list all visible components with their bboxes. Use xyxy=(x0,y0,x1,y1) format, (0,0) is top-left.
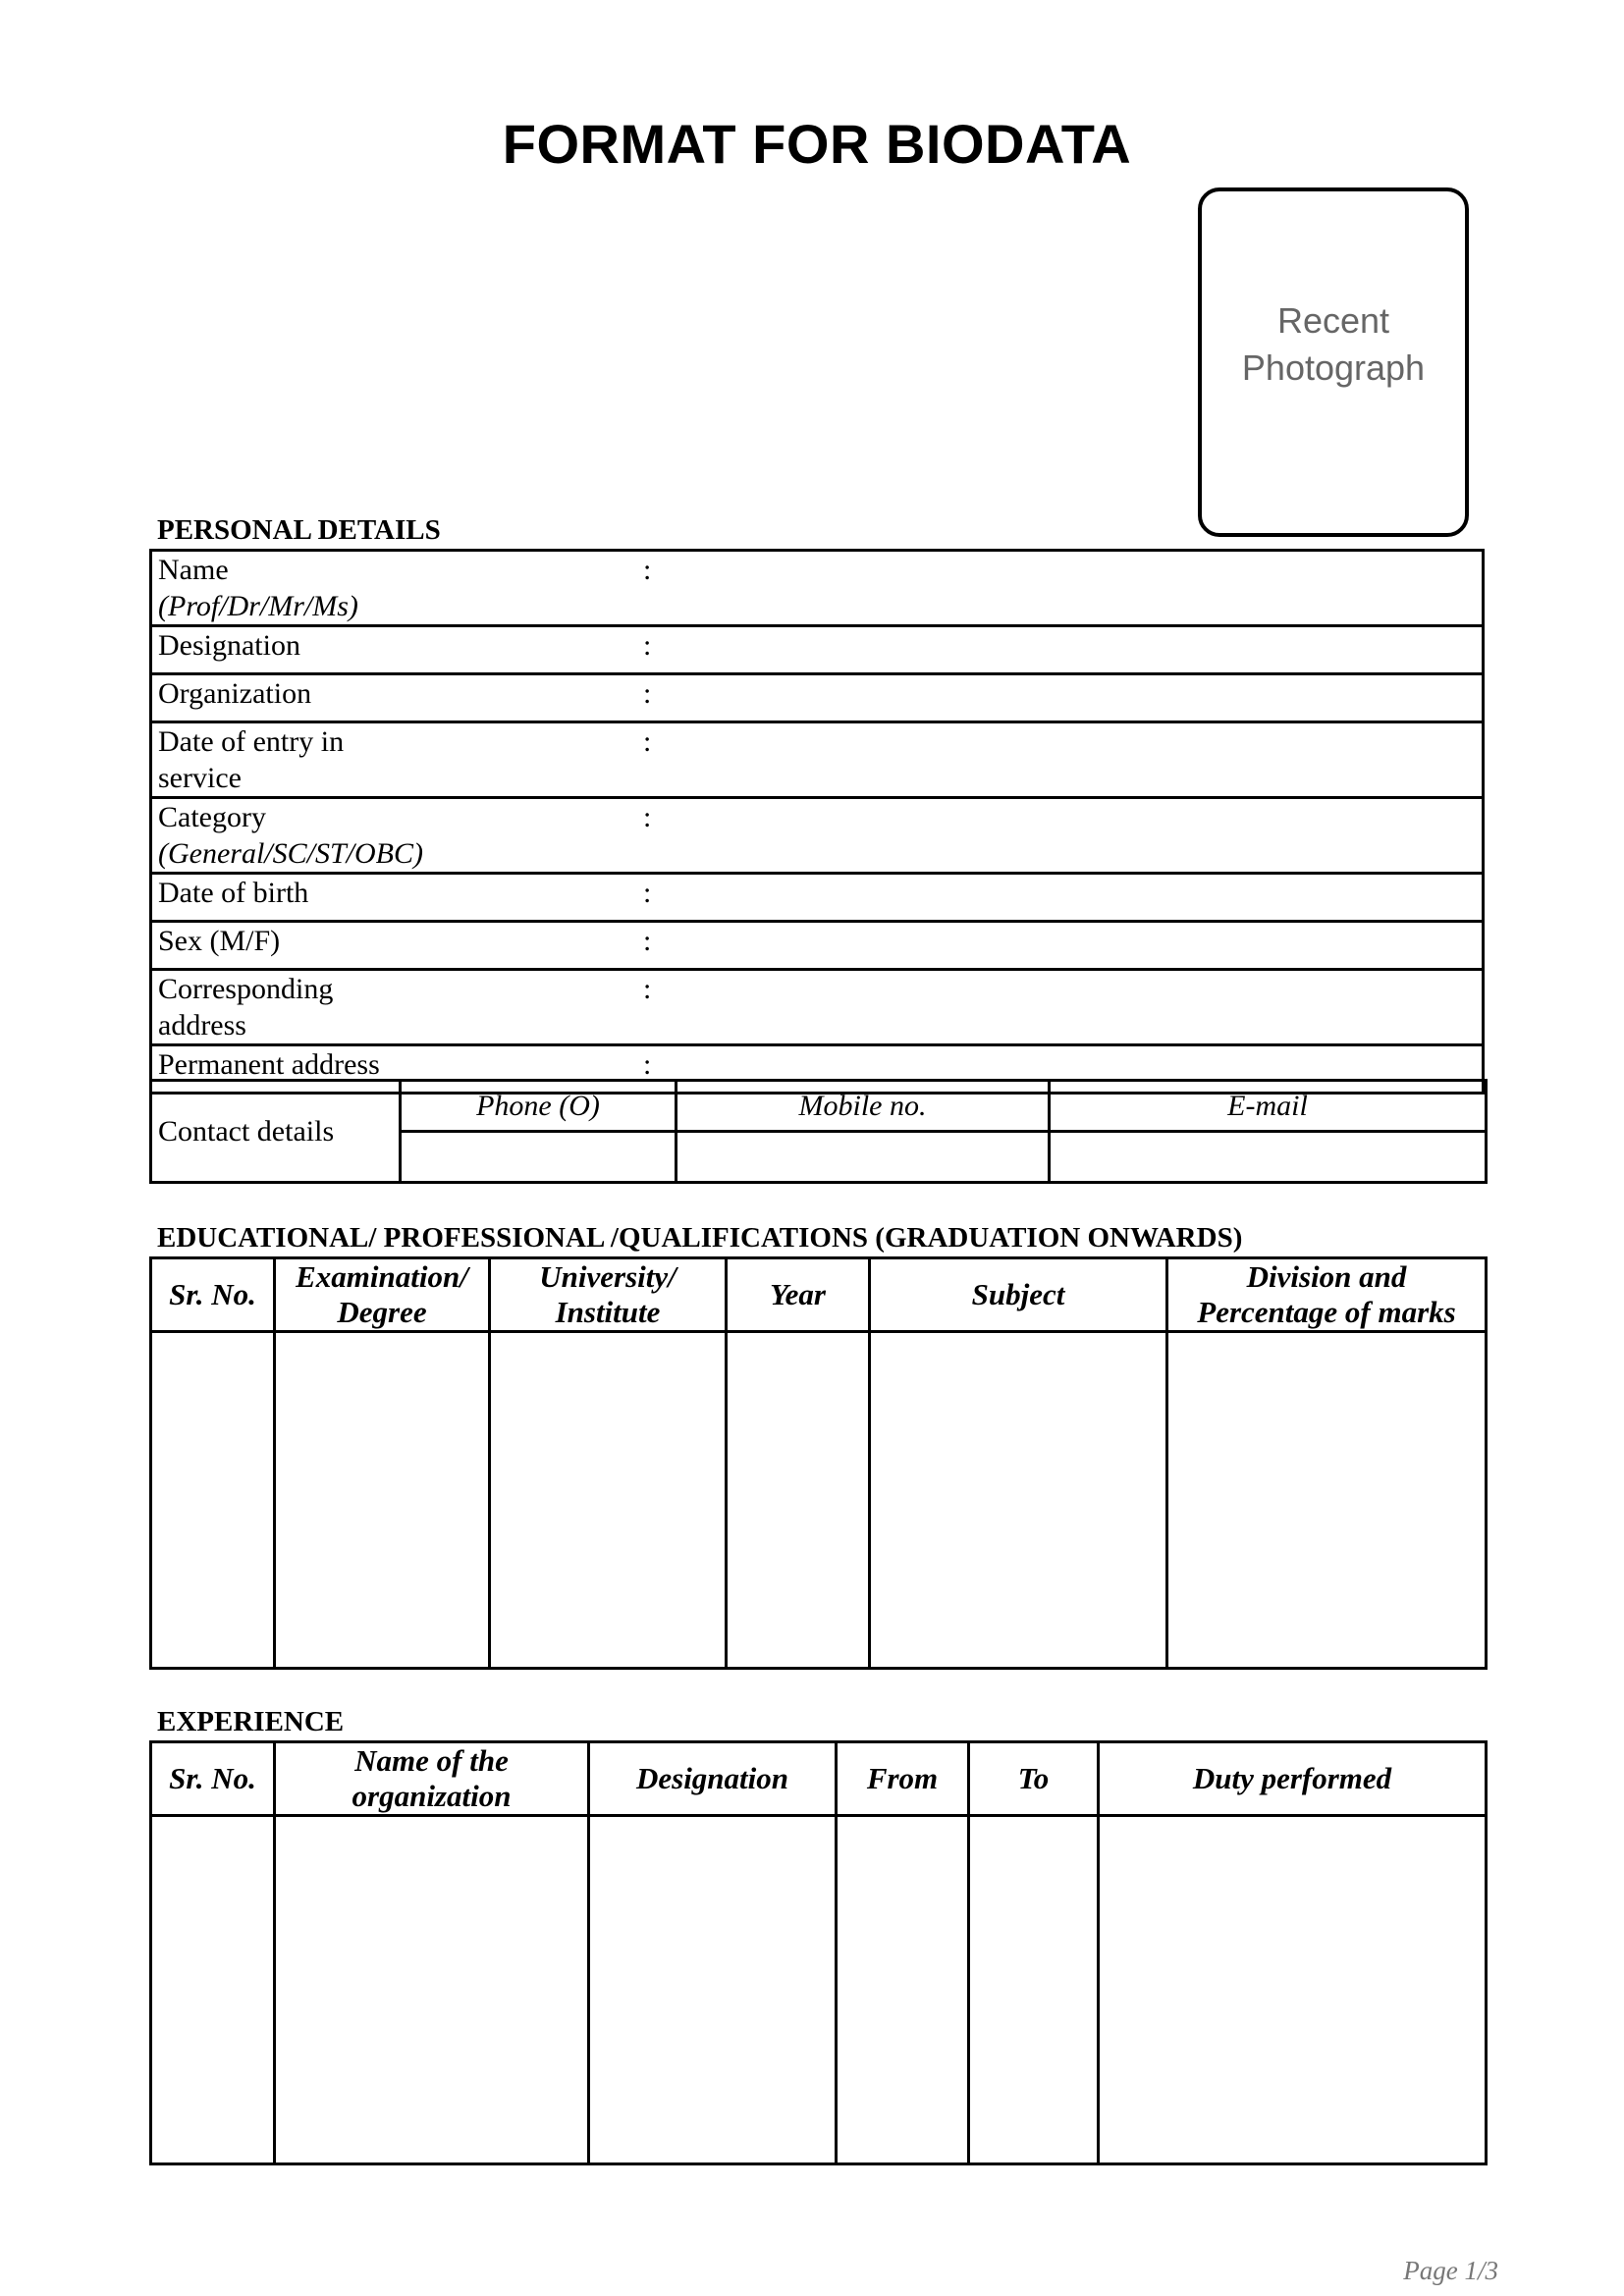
personal-detail-colon: : xyxy=(643,877,652,909)
personal-detail-cell[interactable] xyxy=(151,722,1484,798)
edu-cell-subject[interactable] xyxy=(870,1332,1167,1669)
personal-detail-colon: : xyxy=(643,725,652,758)
experience-heading: EXPERIENCE xyxy=(157,1706,345,1737)
photo-placeholder-label: Recent Photograph xyxy=(1241,300,1426,388)
email-field[interactable] xyxy=(1050,1132,1487,1183)
edu-cell-year[interactable] xyxy=(727,1332,870,1669)
personal-detail-content xyxy=(158,552,1482,624)
exp-cell-designation[interactable] xyxy=(589,1816,837,2164)
exp-col-sr-no: Sr. No. xyxy=(151,1742,275,1816)
exp-col-to: To xyxy=(969,1742,1099,1816)
education-entry-row[interactable] xyxy=(151,1332,1487,1669)
personal-detail-sublabel: service xyxy=(158,762,242,794)
personal-detail-row[interactable] xyxy=(151,798,1484,874)
personal-detail-label: Designation xyxy=(158,629,300,662)
edu-cell-sr-no[interactable] xyxy=(151,1332,275,1669)
mobile-number-field[interactable] xyxy=(677,1132,1050,1183)
personal-detail-content xyxy=(158,923,1482,959)
contact-details-label: Contact details xyxy=(151,1081,401,1183)
personal-detail-label: Permanent address xyxy=(158,1048,380,1081)
personal-detail-label: Date of birth xyxy=(158,877,309,909)
edu-cell-university[interactable] xyxy=(490,1332,727,1669)
personal-detail-cell[interactable] xyxy=(151,626,1484,674)
personal-detail-row[interactable] xyxy=(151,674,1484,722)
experience-entry-row[interactable] xyxy=(151,1816,1487,2164)
page-number: Page 1/3 xyxy=(1403,2256,1498,2285)
personal-detail-label: Category xyxy=(158,801,266,833)
personal-detail-cell[interactable] xyxy=(151,798,1484,874)
personal-detail-cell[interactable] xyxy=(151,970,1484,1045)
personal-detail-content xyxy=(158,799,1482,872)
education-heading: EDUCATIONAL/ PROFESSIONAL /QUALIFICATIONS (GRADUATION ONWARDS) xyxy=(157,1222,1243,1254)
exp-col-from: From xyxy=(837,1742,969,1816)
personal-detail-cell[interactable] xyxy=(151,922,1484,970)
personal-detail-cell[interactable] xyxy=(151,551,1484,626)
personal-detail-label: Name xyxy=(158,554,229,586)
personal-detail-colon: : xyxy=(643,925,652,957)
personal-detail-colon: : xyxy=(643,677,652,710)
exp-cell-sr-no[interactable] xyxy=(151,1816,275,2164)
personal-detail-row[interactable] xyxy=(151,922,1484,970)
phone-office-field[interactable] xyxy=(401,1132,677,1183)
personal-detail-row[interactable] xyxy=(151,874,1484,922)
personal-detail-sublabel: (General/SC/ST/OBC) xyxy=(158,837,423,870)
mobile-number-header: Mobile no. xyxy=(677,1081,1050,1132)
exp-cell-to[interactable] xyxy=(969,1816,1099,2164)
personal-detail-cell[interactable] xyxy=(151,874,1484,922)
personal-detail-colon: : xyxy=(643,1048,652,1081)
personal-detail-content xyxy=(158,971,1482,1043)
edu-col-sr-no: Sr. No. xyxy=(151,1258,275,1332)
personal-detail-row[interactable] xyxy=(151,626,1484,674)
personal-detail-row[interactable] xyxy=(151,551,1484,626)
personal-details-heading: PERSONAL DETAILS xyxy=(157,514,441,546)
education-table xyxy=(149,1256,1488,1670)
personal-detail-colon: : xyxy=(643,973,652,1005)
personal-detail-cell[interactable] xyxy=(151,674,1484,722)
exp-cell-from[interactable] xyxy=(837,1816,969,2164)
personal-detail-colon: : xyxy=(643,801,652,833)
document-title: FORMAT FOR BIODATA xyxy=(502,113,1132,175)
exp-cell-duty[interactable] xyxy=(1099,1816,1487,2164)
edu-col-year: Year xyxy=(727,1258,870,1332)
phone-office-header: Phone (O) xyxy=(401,1081,677,1132)
personal-detail-sublabel: address xyxy=(158,1009,246,1041)
edu-col-division: Division and Percentage of marks xyxy=(1167,1258,1487,1332)
personal-detail-colon: : xyxy=(643,554,652,586)
personal-detail-content xyxy=(158,723,1482,796)
exp-cell-organization[interactable] xyxy=(275,1816,589,2164)
personal-detail-colon: : xyxy=(643,629,652,662)
edu-cell-division[interactable] xyxy=(1167,1332,1487,1669)
edu-col-subject: Subject xyxy=(870,1258,1167,1332)
experience-table xyxy=(149,1740,1488,2165)
email-header: E-mail xyxy=(1050,1081,1487,1132)
personal-detail-content xyxy=(158,627,1482,664)
personal-detail-row[interactable] xyxy=(151,970,1484,1045)
personal-detail-label: Organization xyxy=(158,677,312,710)
personal-detail-content xyxy=(158,1046,1482,1083)
personal-detail-label: Sex (M/F) xyxy=(158,925,281,957)
exp-col-designation: Designation xyxy=(589,1742,837,1816)
personal-detail-content xyxy=(158,875,1482,911)
personal-detail-label: Date of entry in xyxy=(158,725,345,758)
contact-details-table xyxy=(149,1079,1488,1184)
personal-detail-row[interactable] xyxy=(151,722,1484,798)
edu-cell-examination[interactable] xyxy=(275,1332,490,1669)
personal-detail-sublabel: (Prof/Dr/Mr/Ms) xyxy=(158,590,358,622)
photo-placeholder-box[interactable] xyxy=(1198,187,1469,537)
edu-col-university: University/ Institute xyxy=(490,1258,727,1332)
personal-detail-label: Corresponding xyxy=(158,973,334,1005)
personal-details-table xyxy=(149,549,1485,1095)
personal-detail-content xyxy=(158,675,1482,712)
exp-col-duty: Duty performed xyxy=(1099,1742,1487,1816)
edu-col-examination: Examination/ Degree xyxy=(275,1258,490,1332)
exp-col-organization: Name of the organization xyxy=(275,1742,589,1816)
